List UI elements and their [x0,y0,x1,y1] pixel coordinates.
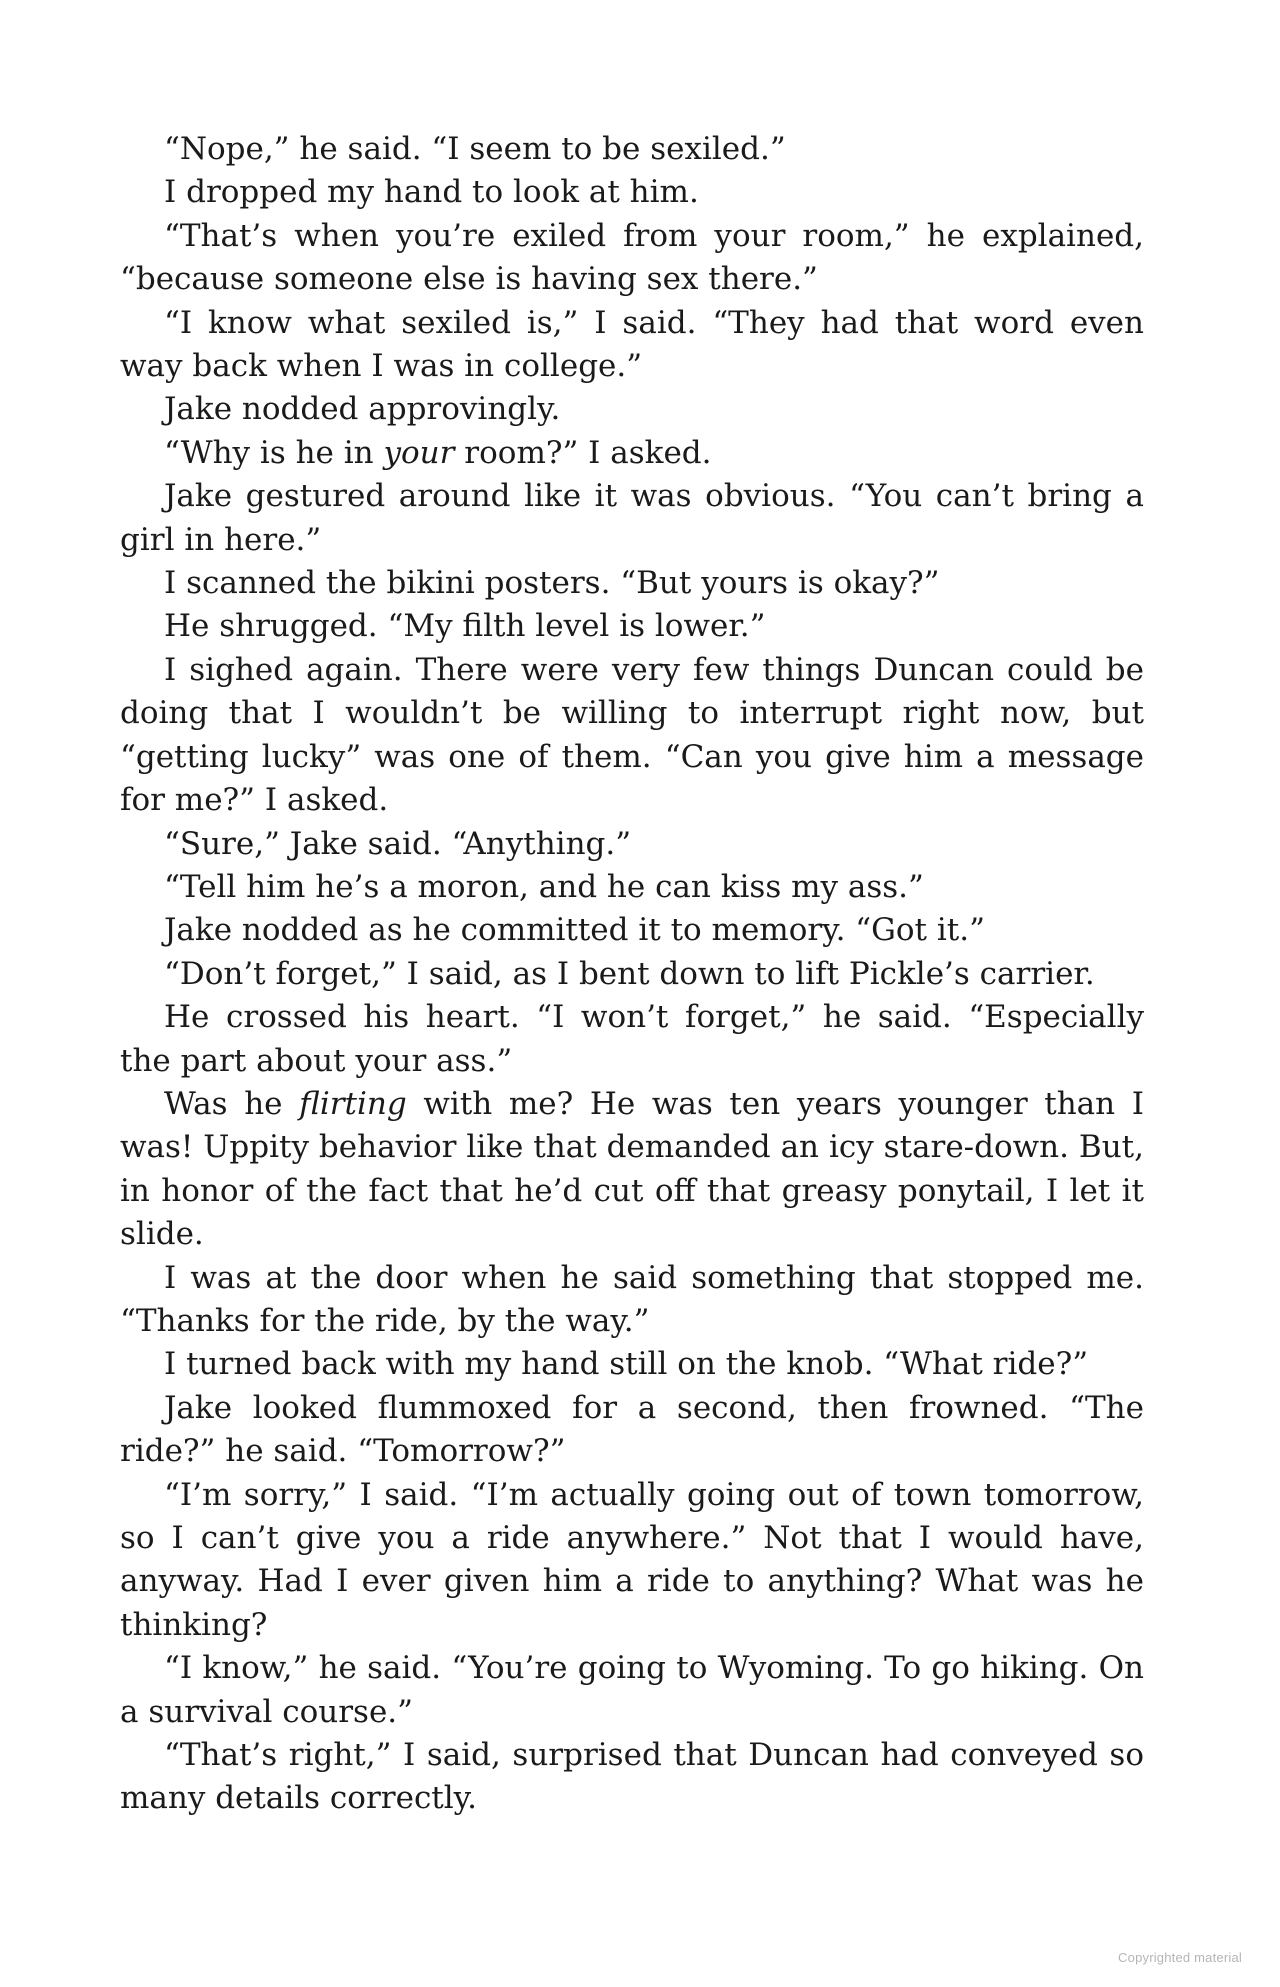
paragraph [120,823,1144,866]
text-run: “I know,” he said. “You’re going to Wyoming. To go hiking. On a survival course.” [120,1650,1144,1730]
text-run: with me? He was ten years younger than I was! Uppity behavior like that demanded an icy stare-down. But, in honor of the fact that he’d cut off that greasy ponytail, I let it slide. [120,1085,1145,1253]
paragraph [120,475,1144,562]
text-run: He crossed his heart. “I won’t forget,” he said. “Especially the part about your ass.” [120,999,1144,1079]
italic-text: your [383,434,455,471]
text-run: I sighed again. There were very few things Duncan could be doing that I wouldn’t be willing to interrupt right now, but “getting lucky” was one of them. “Can you give him a message for me?” I asked. [120,651,1144,819]
text-run: “Tell him he’s a moron, and he can kiss my ass.” [164,868,924,905]
paragraph [120,1257,1144,1344]
text-run: “I’m sorry,” I said. “I’m actually going out of town tomorrow, so I can’t give you a ride anywhere.” Not that I would have, anyway. Had I ever given him a ride to anything? What was he thinking? [120,1476,1144,1643]
paragraph [120,1387,1144,1474]
paragraph [120,171,1144,214]
paragraph [120,996,1144,1083]
paragraph [120,1474,1144,1648]
paragraph [120,302,1144,389]
italic-text: flirting [299,1085,407,1122]
paragraph [120,1734,1144,1821]
text-run: I was at the door when he said something that stopped me. “Thanks for the ride, by the way.” [120,1259,1144,1339]
paragraph [120,649,1144,823]
book-page-body [120,128,1144,1821]
text-run: He shrugged. “My filth level is lower.” [164,608,766,645]
paragraph [120,605,1144,648]
text-run: Jake nodded as he committed it to memory. “Got it.” [164,912,985,949]
paragraph [120,1343,1144,1386]
paragraph [120,866,1144,909]
text-run: I turned back with my hand still on the knob. “What ride?” [164,1346,1089,1383]
paragraph [120,1083,1144,1257]
paragraph [120,215,1144,302]
paragraph [120,432,1144,475]
paragraph [120,388,1144,431]
text-run: I scanned the bikini posters. “But yours is okay?” [164,565,940,602]
text-run: Jake gestured around like it was obvious. “You can’t bring a girl in here.” [120,478,1144,558]
copyright-watermark: Copyrighted material [1118,1950,1242,1965]
text-run: “Don’t forget,” I said, as I bent down to lift Pickle’s carrier. [164,955,1095,992]
text-run: “Nope,” he said. “I seem to be sexiled.” [164,131,786,167]
text-run: “I know what sexiled is,” I said. “They had that word even way back when I was in college.” [120,304,1144,385]
text-run: “Sure,” Jake said. “Anything.” [164,825,632,862]
text-run: room?” I asked. [454,434,712,471]
paragraph [120,128,1144,171]
text-run: “Why is he in [164,434,384,471]
text-run: Jake nodded approvingly. [164,391,561,428]
text-run: Was he [164,1085,300,1122]
paragraph [120,1647,1144,1734]
text-run: I dropped my hand to look at him. [164,174,699,211]
text-run: Jake looked flummoxed for a second, then frowned. “The ride?” he said. “Tomorrow?” [120,1389,1144,1470]
paragraph [120,909,1144,952]
paragraph [120,562,1144,605]
text-run: “That’s when you’re exiled from your room,” he explained, “because someone else is having sex there.” [120,217,1144,298]
text-run: “That’s right,” I said, surprised that Duncan had conveyed so many details correctly. [120,1737,1144,1817]
paragraph [120,953,1144,996]
